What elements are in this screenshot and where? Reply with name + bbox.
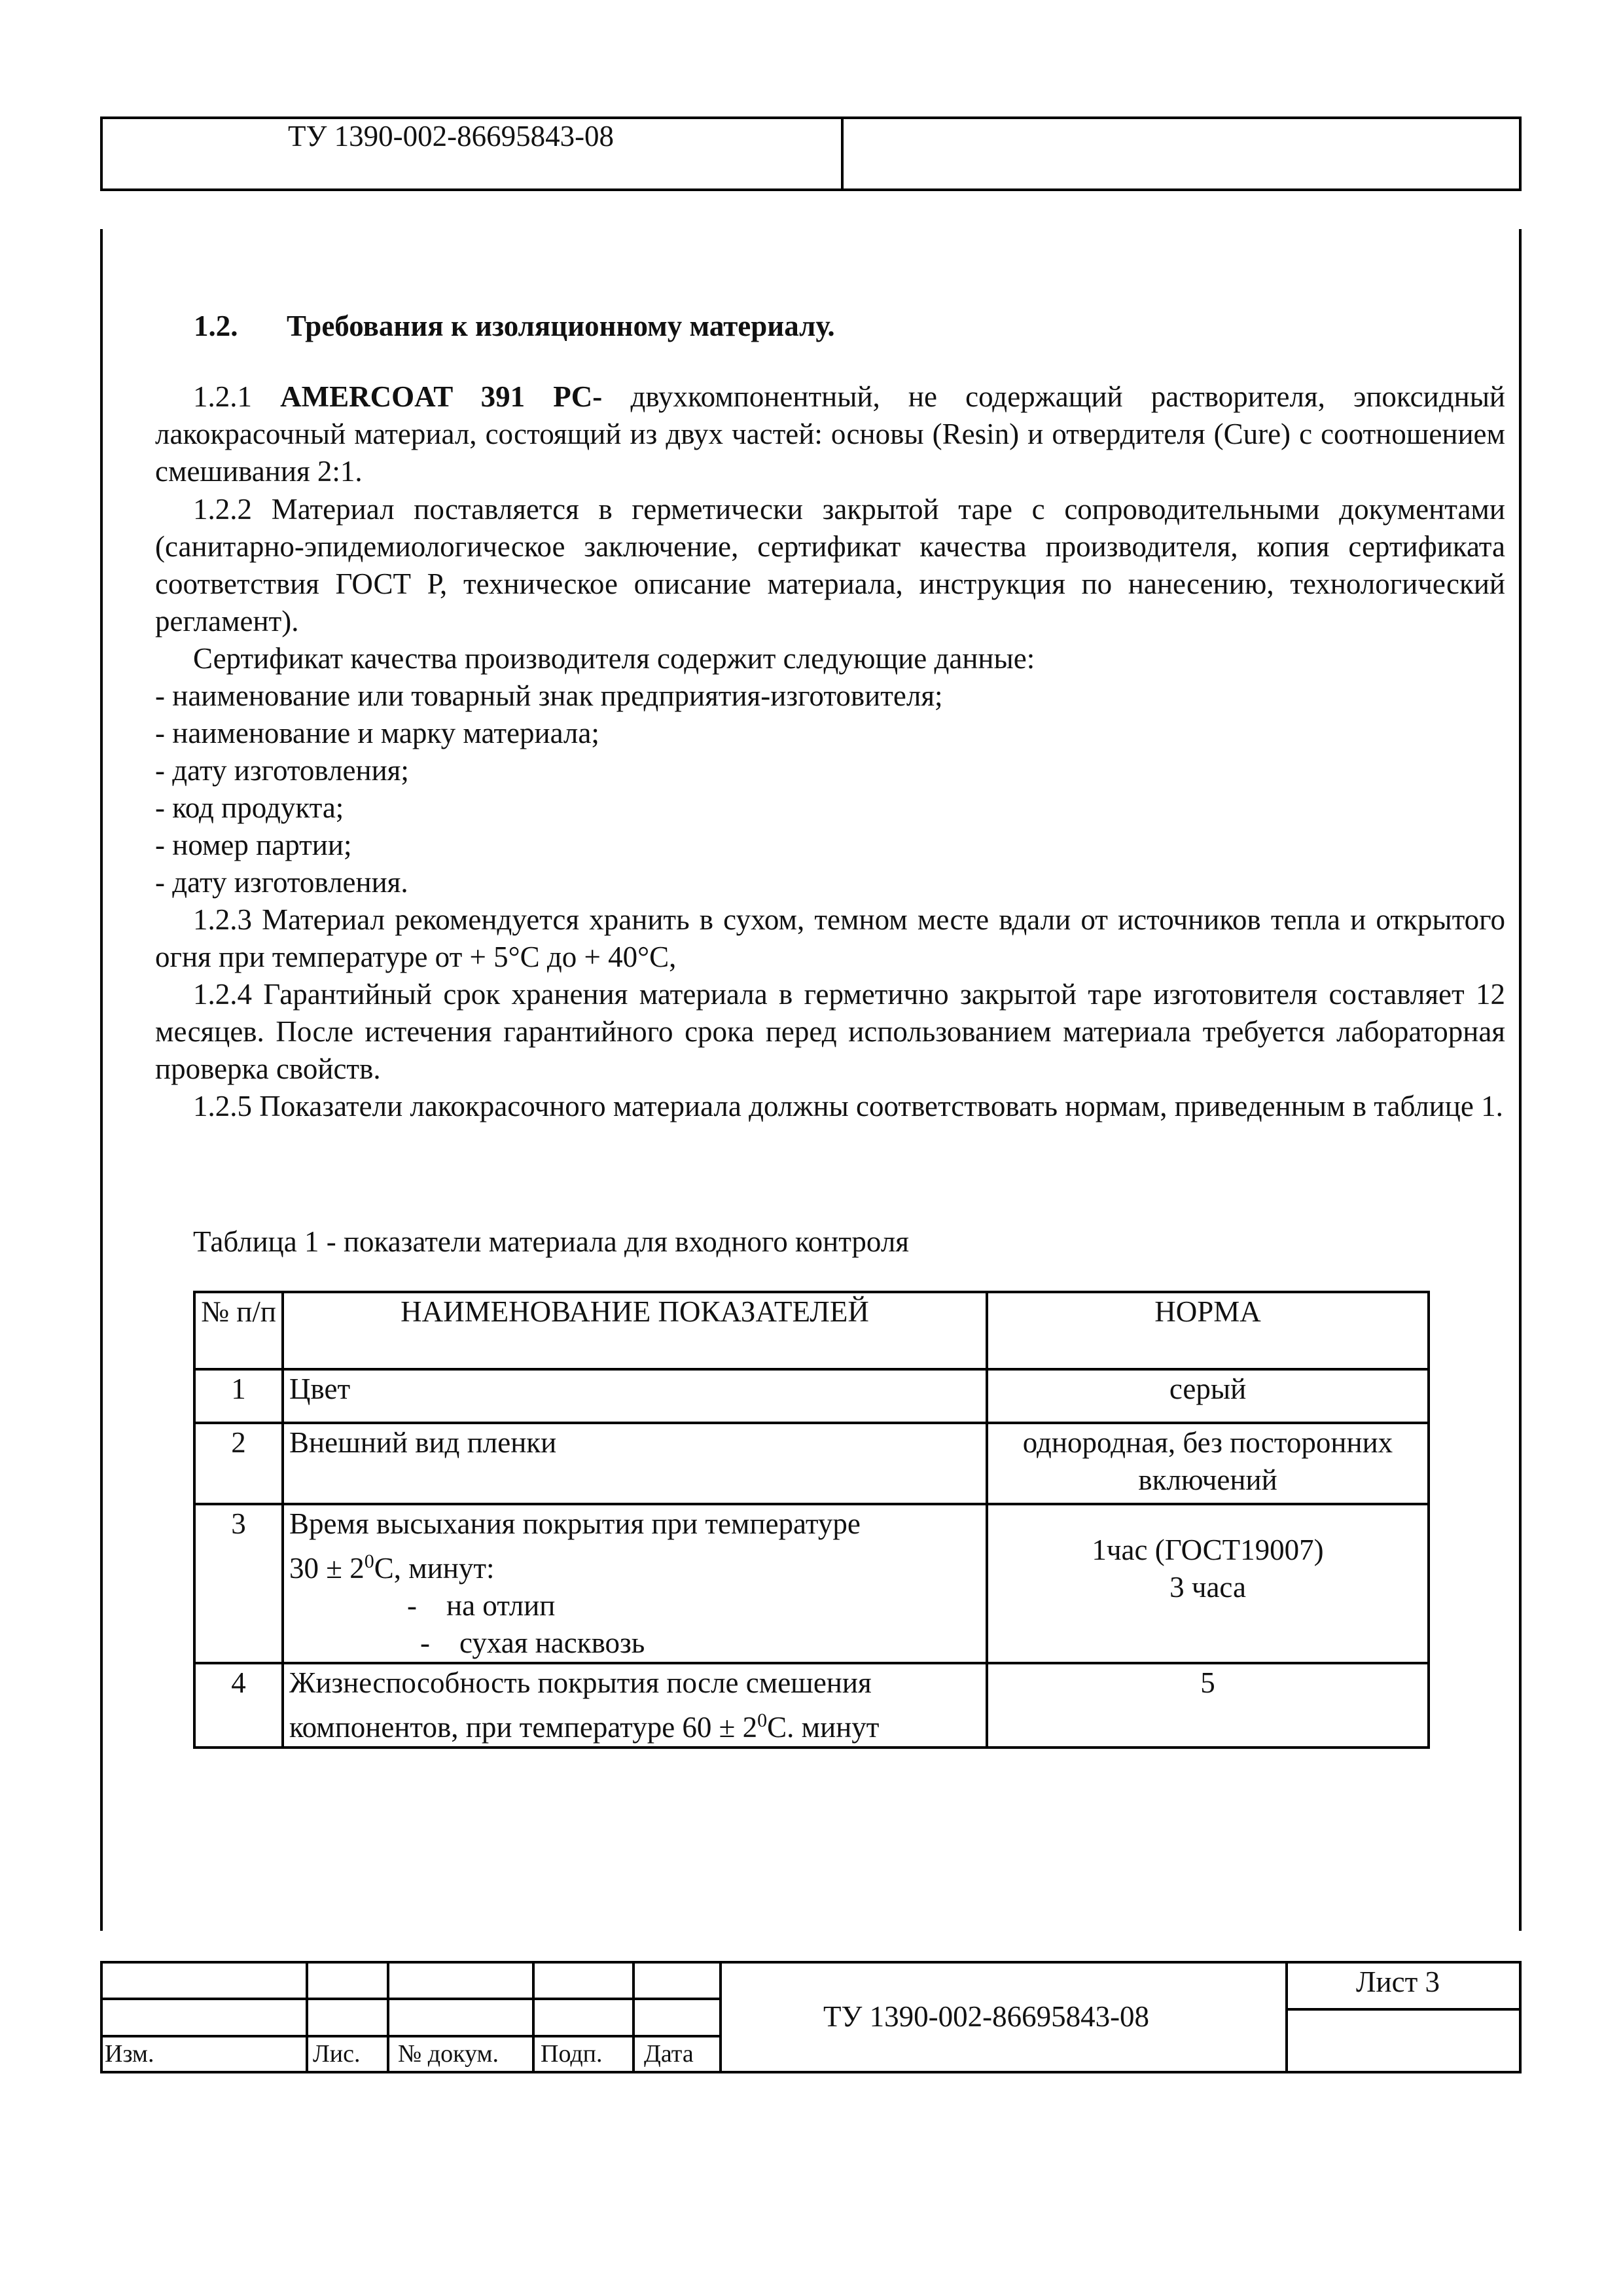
row-num: 1: [194, 1369, 283, 1423]
stamp-label-list: Лис.: [313, 2040, 361, 2068]
table-caption: Таблица 1 - показатели материала для входного контроля: [193, 1225, 909, 1258]
p1-product-name: AMERCOAT 391 PC-: [280, 380, 603, 413]
norm-line: 1час (ГОСТ19007): [1092, 1534, 1324, 1566]
stamp-hline: [1285, 2008, 1522, 2011]
row-num: 2: [194, 1423, 283, 1504]
header-divider: [841, 117, 844, 191]
cert-item: - дату изготовления.: [155, 866, 408, 899]
row-name: [283, 1663, 987, 1748]
stamp-sheet: Лист 3: [1356, 1965, 1440, 1998]
row-norm: [987, 1504, 1429, 1663]
stamp-vline: [632, 1961, 635, 2073]
cert-item: - наименование и марку материала;: [155, 717, 599, 749]
stamp-vline: [719, 1961, 722, 2073]
stamp-hline: [100, 2035, 721, 2037]
cert-item: - номер партии;: [155, 829, 352, 861]
row-name-line: [289, 1702, 980, 1746]
cert-item: - код продукта;: [155, 791, 344, 824]
paragraph-1-2-5: 1.2.5 Показатели лакокрасочного материала должны соответствовать нормам, приведенным в таблице 1.: [193, 1090, 1503, 1122]
row-name: Внешний вид пленки: [283, 1423, 987, 1504]
cert-item: - наименование или товарный знак предприятия-изготовителя;: [155, 679, 943, 712]
row-norm: серый: [987, 1369, 1429, 1423]
cert-intro: Сертификат качества производителя содержит следующие данные:: [193, 642, 1035, 675]
row-norm: однородная, без посторонних включений: [987, 1423, 1429, 1504]
stamp-label-dokum: № докум.: [398, 2040, 499, 2068]
row-name: [283, 1504, 987, 1663]
header-norm: НОРМА: [987, 1292, 1429, 1369]
stamp-label-izm: Изм.: [105, 2040, 154, 2068]
temp-unit: С, минут:: [374, 1552, 495, 1585]
header-name: НАИМЕНОВАНИЕ ПОКАЗАТЕЛЕЙ: [283, 1292, 987, 1369]
row-norm: 5: [987, 1663, 1429, 1748]
sub-item: - на отлип: [407, 1589, 556, 1622]
header-doc-code: ТУ 1390-002-86695843-08: [288, 120, 615, 152]
section-title: Требования к изоляционному материалу.: [287, 310, 835, 342]
temp-unit: С. минут: [767, 1711, 880, 1744]
stamp-vline: [306, 1961, 308, 2073]
temp-value: 30 ± 2: [289, 1552, 365, 1585]
degree-sup: 0: [757, 1710, 768, 1731]
table-row: [194, 1504, 1429, 1663]
paragraph-1-2-1: [155, 378, 1505, 490]
row-name-line: Жизнеспособность покрытия после смешения: [289, 1666, 872, 1699]
table-row: [194, 1369, 1429, 1423]
row-num: 4: [194, 1663, 283, 1748]
p1-text: двухкомпонентный, не содержащий растворителя, эпоксидный лакокрасочный материал, состоящий из двух частей: основы (Resin) и отвердителя (Cure) с соотношением смешивания 2:1.: [155, 380, 1506, 488]
paragraph-1-2-2: 1.2.2 Материал поставляется в герметически закрытой таре с сопроводительными документами (санитарно-эпидемиологическое заключение, сертификат качества производителя, копия сертификата соответствия ГОСТ Р, техническое описание материала, инструкция по нанесению, технологический регламент).: [155, 493, 1505, 637]
table-header-row: [194, 1292, 1429, 1369]
section-number: 1.2.: [194, 310, 238, 342]
stamp-label-podp: Подп.: [541, 2040, 603, 2068]
row-num: 3: [194, 1504, 283, 1663]
table-row: [194, 1663, 1429, 1748]
row-name-line: [289, 1543, 980, 1587]
p1-number: 1.2.1: [193, 380, 252, 413]
sub-item: - сухая насквозь: [420, 1626, 645, 1659]
frame-right-line: [1519, 229, 1522, 1931]
row-name: Цвет: [283, 1369, 987, 1423]
frame-left-line: [100, 229, 103, 1931]
row-name-line: Время высыхания покрытия при температуре: [289, 1507, 861, 1540]
indicators-table: [193, 1291, 1430, 1749]
stamp-label-data: Дата: [644, 2040, 694, 2068]
stamp-doc-code: ТУ 1390-002-86695843-08: [823, 2000, 1150, 2033]
table-row: [194, 1423, 1429, 1504]
degree-sup: 0: [364, 1551, 374, 1572]
temp-value: компонентов, при температуре 60 ± 2: [289, 1711, 758, 1744]
paragraph-1-2-4: 1.2.4 Гарантийный срок хранения материала в герметично закрытой таре изготовителя составляет 12 месяцев. После истечения гарантийного срока перед использованием материала требуется лабораторная проверка свойств.: [155, 978, 1505, 1085]
stamp-vline: [1285, 1961, 1288, 2073]
norm-line: 3 часа: [1169, 1571, 1246, 1604]
stamp-vline: [532, 1961, 535, 2073]
stamp-vline: [387, 1961, 389, 2073]
header-num: № п/п: [194, 1292, 283, 1369]
cert-item: - дату изготовления;: [155, 754, 409, 787]
paragraph-1-2-3: 1.2.3 Материал рекомендуется хранить в сухом, темном месте вдали от источников тепла и открытого огня при температуре от + 5°С до + 40°С,: [155, 903, 1505, 973]
stamp-hline: [100, 1998, 721, 2000]
section-heading: [194, 308, 835, 345]
